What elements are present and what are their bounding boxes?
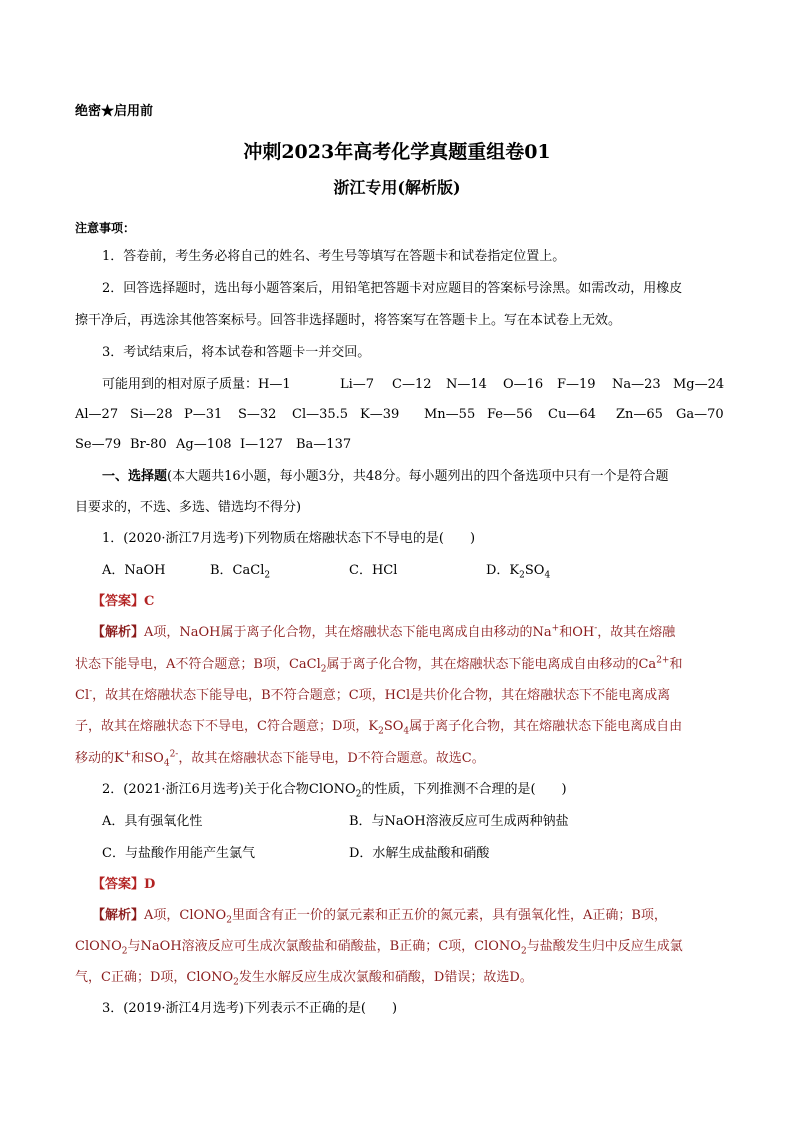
notice-item-3: 3．考试结束后，将本试卷和答题卡一并交回。 [102, 345, 371, 360]
atomic-si: Si—28 [130, 407, 173, 422]
q2-a2b: 2 [121, 946, 128, 957]
q1-a2c: 属于离子化合物，其在熔融状态下能电离成自由移动的Ca [326, 657, 657, 672]
q3-stem: 3．(2019·浙江4月选考)下列表示不正确的是( ) [102, 1001, 398, 1016]
exam-title: 冲刺2023年高考化学真题重组卷01 [243, 141, 551, 163]
q2-stem-a: 2．(2021·浙江6月选考)关于化合物ClONO [102, 782, 356, 797]
atomic-n: N—14 [446, 377, 487, 392]
q1-option-d-sub1: 2 [519, 570, 525, 581]
q2-a2a: ClONO [75, 939, 122, 954]
q1-a1b: + [551, 623, 560, 634]
q2-answer [92, 876, 155, 894]
atomic-mg: Mg—24 [673, 377, 725, 392]
notice-item-2b: 擦干净后，再选涂其他答案标号。回答非选择题时，将答案写在答题卡上。写在本试卷上无效。 [75, 313, 622, 328]
q1-option-d [486, 562, 550, 580]
atomic-s: S—32 [238, 407, 277, 422]
atomic-cl: Cl—35.5 [292, 407, 349, 422]
q1-a1e: ，故其在熔融 [597, 625, 676, 640]
q2-option-a: A．具有强氧化性 [102, 814, 203, 829]
q1-analysis-line-4 [75, 718, 682, 736]
q1-a3b: - [89, 686, 93, 697]
atomic-na: Na—23 [612, 377, 661, 392]
q1-a2a: 状态下能导电，A不符合题意；B项，CaCl [75, 657, 321, 672]
atomic-c: C—12 [392, 377, 432, 392]
q1-a1a: A项，NaOH属于离子化合物，其在熔融状态下能电离成自由移动的Na [144, 625, 552, 640]
q2-answer-label: 【答案】 [92, 877, 145, 892]
q1-answer [92, 593, 154, 611]
atomic-ga: Ga—70 [676, 407, 724, 422]
q1-a2b: 2 [320, 664, 327, 675]
exam-subtitle: 浙江专用(解析版) [333, 178, 461, 197]
q1-answer-label: 【答案】 [92, 594, 145, 609]
q2-stem [102, 781, 567, 799]
q2-a3b: 2 [233, 977, 239, 988]
q1-a4a: 子，故其在熔融状态下不导电，C符合题意；D项，K [75, 719, 379, 734]
q2-analysis-line-1 [92, 907, 667, 925]
q2-analysis-line-3 [75, 969, 533, 987]
notice-item-1: 1．答卷前，考生务必将自己的姓名、考生号等填写在答题卡和试卷指定位置上。 [102, 249, 566, 264]
q1-option-d-sub2: 4 [544, 570, 551, 581]
q2-a2c: 与NaOH溶液反应可生成次氯酸盐和硝酸盐，B正确；C项，ClONO [127, 939, 521, 954]
q1-a5e: 2- [169, 749, 179, 760]
q1-a4e: 属于离子化合物，其在熔融状态下能电离成自由 [409, 719, 683, 734]
q2-option-d: D．水解生成盐酸和硝酸 [349, 846, 490, 861]
q2-analysis-label: 【解析】 [92, 908, 145, 923]
q1-a5c: 和SO [131, 751, 164, 766]
section-1-label: 一、选择题 [102, 469, 168, 484]
atomic-br: Br-80 [130, 437, 167, 452]
q1-a2e: 和 [669, 657, 683, 672]
q1-a5b: + [123, 749, 132, 760]
q1-a3c: ，故其在熔融状态下能导电，B不符合题意；C项，HCl是共价化合物，其在熔融状态下不能电离成离 [92, 688, 671, 703]
q1-option-b [210, 562, 270, 580]
q1-a4b: 2 [378, 726, 384, 737]
notice-item-2a: 2．回答选择题时，选出每小题答案后，用铅笔把答题卡对应题目的答案标号涂黑。如需改动，用橡皮 [102, 281, 683, 296]
q1-a5a: 移动的K [75, 751, 124, 766]
q1-stem: 1．(2020·浙江7月选考)下列物质在熔融状态下不导电的是( ) [102, 531, 476, 546]
secret-label: 绝密★启用前 [75, 104, 154, 119]
q1-analysis-line-3 [75, 687, 670, 705]
q1-answer-value: C [144, 594, 155, 609]
atomic-cu: Cu—64 [548, 407, 596, 422]
q1-analysis-line-1 [92, 624, 675, 642]
atomic-se: Se—79 [75, 437, 122, 452]
q2-a3c: 发生水解反应生成次氯酸和硝酸，D错误；故选D。 [238, 970, 533, 985]
q1-option-b-text: B．CaCl [210, 563, 265, 578]
atomic-zn: Zn—65 [616, 407, 663, 422]
q1-a1d: - [594, 623, 598, 634]
atomic-mn: Mn—55 [424, 407, 476, 422]
atomic-ba: Ba—137 [296, 437, 352, 452]
q1-option-a: A．NaOH [102, 563, 166, 578]
section-1-line-a [102, 468, 668, 486]
atomic-i: I—127 [240, 437, 283, 452]
q1-analysis-line-5 [75, 750, 485, 768]
q2-a3a: 气，C正确；D项，ClONO [75, 970, 234, 985]
q1-a3a: Cl [75, 688, 90, 703]
atomic-intro: 可能用到的相对原子质量：H—1 [102, 377, 291, 392]
section-1-desc-b: 目要求的，不选、多选、错选均不得分) [75, 500, 302, 515]
q2-stem-sub: 2 [355, 789, 362, 800]
q1-analysis-label: 【解析】 [92, 625, 145, 640]
atomic-ag: Ag—108 [176, 437, 232, 452]
q2-a2e: 与盐酸发生归中反应生成氯 [526, 939, 683, 954]
atomic-li: Li—7 [340, 377, 375, 392]
q1-option-d-pre: D．K [486, 563, 520, 578]
q2-a2d: 2 [520, 946, 527, 957]
q2-analysis-line-2 [75, 938, 683, 956]
atomic-f: F—19 [557, 377, 596, 392]
q2-stem-b: 的性质，下列推测不合理的是( ) [361, 782, 567, 797]
q1-a1c: 和OH [559, 625, 595, 640]
q2-option-b: B．与NaOH溶液反应可生成两种钠盐 [349, 814, 569, 829]
atomic-fe: Fe—56 [487, 407, 533, 422]
q1-a4d: 4 [403, 726, 410, 737]
q1-a5d: 4 [163, 758, 170, 769]
atomic-al: Al—27 [75, 407, 119, 422]
q1-option-d-mid: SO [524, 563, 545, 578]
q2-answer-value: D [144, 877, 156, 892]
q2-a1c: 里面含有正一价的氯元素和正五价的氮元素，具有强氧化性，A正确；B项， [231, 908, 667, 923]
section-1-desc-a: (本大题共16小题，每小题3分，共48分。每小题列出的四个备选项中只有一个是符合题 [167, 469, 669, 484]
q1-analysis-line-2 [75, 656, 682, 674]
q1-a5f: ，故其在熔融状态下能导电，D不符合题意。故选C。 [178, 751, 485, 766]
atomic-o: O—16 [503, 377, 544, 392]
q1-a4c: SO [383, 719, 404, 734]
q2-option-c: C．与盐酸作用能产生氯气 [102, 846, 255, 861]
q2-a1a: A项，ClONO [144, 908, 227, 923]
atomic-p: P—31 [184, 407, 223, 422]
q1-option-b-sub: 2 [264, 570, 271, 581]
notice-heading: 注意事项： [75, 221, 136, 235]
q1-option-c: C．HCl [349, 563, 398, 578]
q1-a2d: 2+ [656, 655, 670, 666]
atomic-k: K—39 [360, 407, 400, 422]
q2-a1b: 2 [226, 915, 232, 926]
